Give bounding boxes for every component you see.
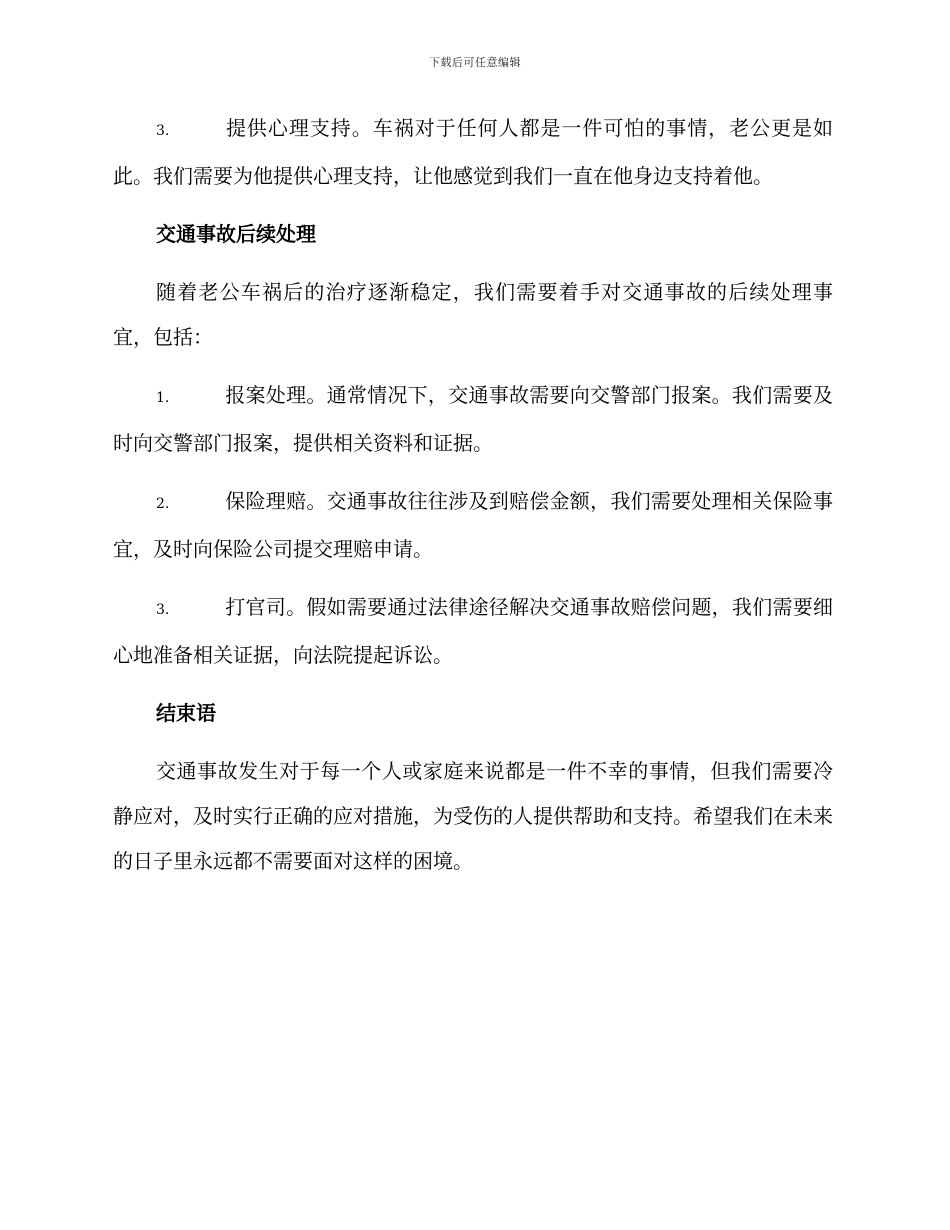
list-item-report <box>113 373 833 466</box>
list-item-insurance <box>113 479 833 572</box>
section-heading-followup: 交通事故后续处理 <box>156 222 316 246</box>
list-item-text: 提供心理支持。车祸对于任何人都是一件可怕的事情，老公更是如此。我们需要为他提供心理支持，让他感觉到我们一直在他身边支持着他。 <box>113 116 833 188</box>
list-number: 3. <box>156 123 170 139</box>
section-heading-conclusion: 结束语 <box>156 701 216 725</box>
list-item-psych-support <box>113 106 833 199</box>
list-item-lawsuit <box>113 585 833 678</box>
list-item-text: 打官司。假如需要通过法律途径解决交通事故赔偿问题，我们需要细心地准备相关证据，向法院提起诉讼。 <box>113 595 833 667</box>
list-item-text: 保险理赔。交通事故往往涉及到赔偿金额，我们需要处理相关保险事宜，及时向保险公司提交理赔申请。 <box>113 489 833 561</box>
list-number: 2. <box>156 496 170 512</box>
paragraph-followup-intro: 随着老公车祸后的治疗逐渐稳定，我们需要着手对交通事故的后续处理事宜，包括： <box>113 280 833 349</box>
list-item-text: 报案处理。通常情况下，交通事故需要向交警部门报案。我们需要及时向交警部门报案，提供相关资料和证据。 <box>113 383 833 455</box>
page-header-note: 下载后可任意编辑 <box>429 56 521 69</box>
document-body <box>113 106 833 897</box>
list-number: 3. <box>156 602 170 618</box>
paragraph-conclusion: 交通事故发生对于每一个人或家庭来说都是一件不幸的事情，但我们需要冷静应对，及时实行正确的应对措施，为受伤的人提供帮助和支持。希望我们在未来的日子里永远都不需要面对这样的困境。 <box>113 759 833 873</box>
list-number: 1. <box>156 390 170 406</box>
